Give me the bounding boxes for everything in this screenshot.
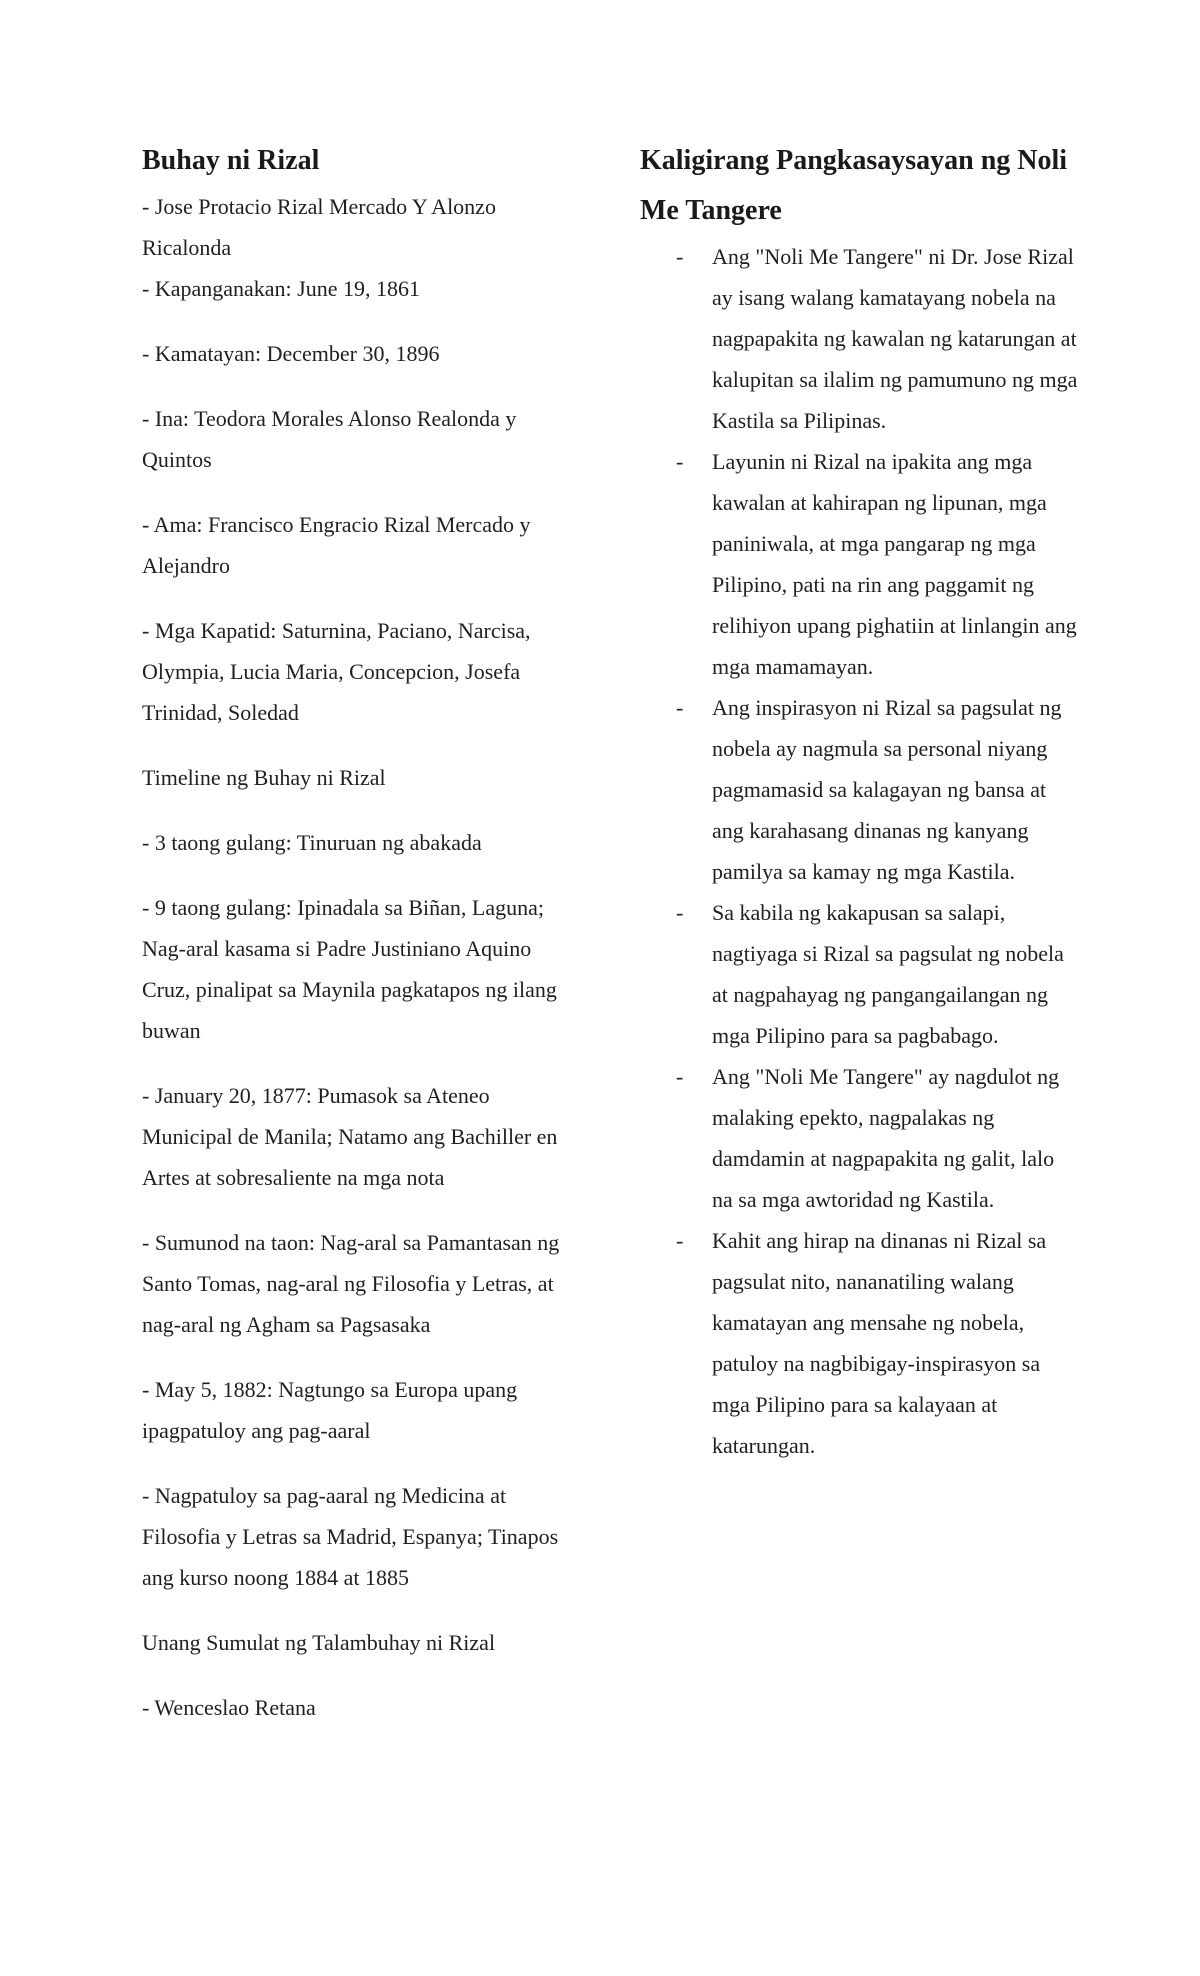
bullet-dash: - [676, 1228, 684, 1253]
timeline-item: - Sumunod na taon: Nag-aral sa Pamantasan ng Santo Tomas, nag-aral ng Filosofia y Letras, at nag-aral ng Agham sa Pagsasaka [142, 1230, 560, 1337]
bullet-dash: - [676, 900, 684, 925]
full-name: - Jose Protacio Rizal Mercado Y Alonzo Ricalonda [142, 194, 496, 260]
noli-bullet-list [640, 236, 1080, 1466]
timeline-item: - May 5, 1882: Nagtungo sa Europa upang ipagpatuloy ang pag-aaral [142, 1377, 518, 1443]
timeline-item: - 9 taong gulang: Ipinadala sa Biñan, Laguna; Nag-aral kasama si Padre Justiniano Aquino Cruz, pinalipat sa Maynila pagkatapos ng ilang buwan [142, 895, 557, 1043]
list-item: - Sa kabila ng kakapusan sa salapi, nagtiyaga si Rizal sa pagsulat ng nobela at nagpahayag ng pangangailangan ng mga Pilipino para sa pagbabago. [640, 892, 1080, 1056]
list-item: - Ang "Noli Me Tangere" ay nagdulot ng malaking epekto, nagpalakas ng damdamin at nagpapakita ng galit, lalo na sa mga awtoridad ng Kastila. [640, 1056, 1080, 1220]
birth-date: - Kapanganakan: June 19, 1861 [142, 276, 420, 301]
biographer: - Wenceslao Retana [142, 1695, 316, 1720]
left-heading: Buhay ni Rizal [142, 145, 320, 176]
list-item: - Layunin ni Rizal na ipakita ang mga kawalan at kahirapan ng lipunan, mga paniniwala, at mga pangarap ng mga Pilipino, pati na rin ang paggamit ng relihiyon upang pighatiin at linlangin ang mga mamamayan. [640, 441, 1080, 687]
father: - Ama: Francisco Engracio Rizal Mercado y Alejandro [142, 512, 531, 578]
bullet-dash: - [676, 1064, 684, 1089]
left-column [142, 136, 582, 1752]
timeline-item: - 3 taong gulang: Tinuruan ng abakada [142, 830, 482, 855]
timeline-heading: Timeline ng Buhay ni Rizal [142, 765, 386, 790]
biographer-heading: Unang Sumulat ng Talambuhay ni Rizal [142, 1630, 496, 1655]
siblings: - Mga Kapatid: Saturnina, Paciano, Narcisa, Olympia, Lucia Maria, Concepcion, Josefa Trinidad, Soledad [142, 618, 531, 725]
timeline-item: - January 20, 1877: Pumasok sa Ateneo Municipal de Manila; Natamo ang Bachiller en Artes at sobresaliente na mga nota [142, 1083, 558, 1190]
list-item: - Kahit ang hirap na dinanas ni Rizal sa pagsulat nito, nananatiling walang kamatayan ang mensahe ng nobela, patuloy na nagbibigay-inspirasyon sa mga Pilipino para sa kalayaan at katarungan. [640, 1220, 1080, 1466]
bullet-dash: - [676, 449, 684, 474]
death-date: - Kamatayan: December 30, 1896 [142, 341, 440, 366]
right-column [640, 136, 1080, 1466]
list-item: - Ang inspirasyon ni Rizal sa pagsulat ng nobela ay nagmula sa personal niyang pagmamasid sa kalagayan ng bansa at ang karahasang dinanas ng kanyang pamilya sa kamay ng mga Kastila. [640, 687, 1080, 892]
list-item: - Ang "Noli Me Tangere" ni Dr. Jose Rizal ay isang walang kamatayang nobela na nagpapakita ng kawalan ng katarungan at kalupitan sa ilalim ng pamumuno ng mga Kastila sa Pilipinas. [640, 236, 1080, 441]
timeline-item: - Nagpatuloy sa pag-aaral ng Medicina at Filosofia y Letras sa Madrid, Espanya; Tinapos ang kurso noong 1884 at 1885 [142, 1483, 559, 1590]
mother: - Ina: Teodora Morales Alonso Realonda y Quintos [142, 406, 517, 472]
right-heading: Kaligirang Pangkasaysayan ng Noli Me Tangere [640, 145, 1068, 226]
bullet-dash: - [676, 695, 684, 720]
bullet-dash: - [676, 244, 684, 269]
